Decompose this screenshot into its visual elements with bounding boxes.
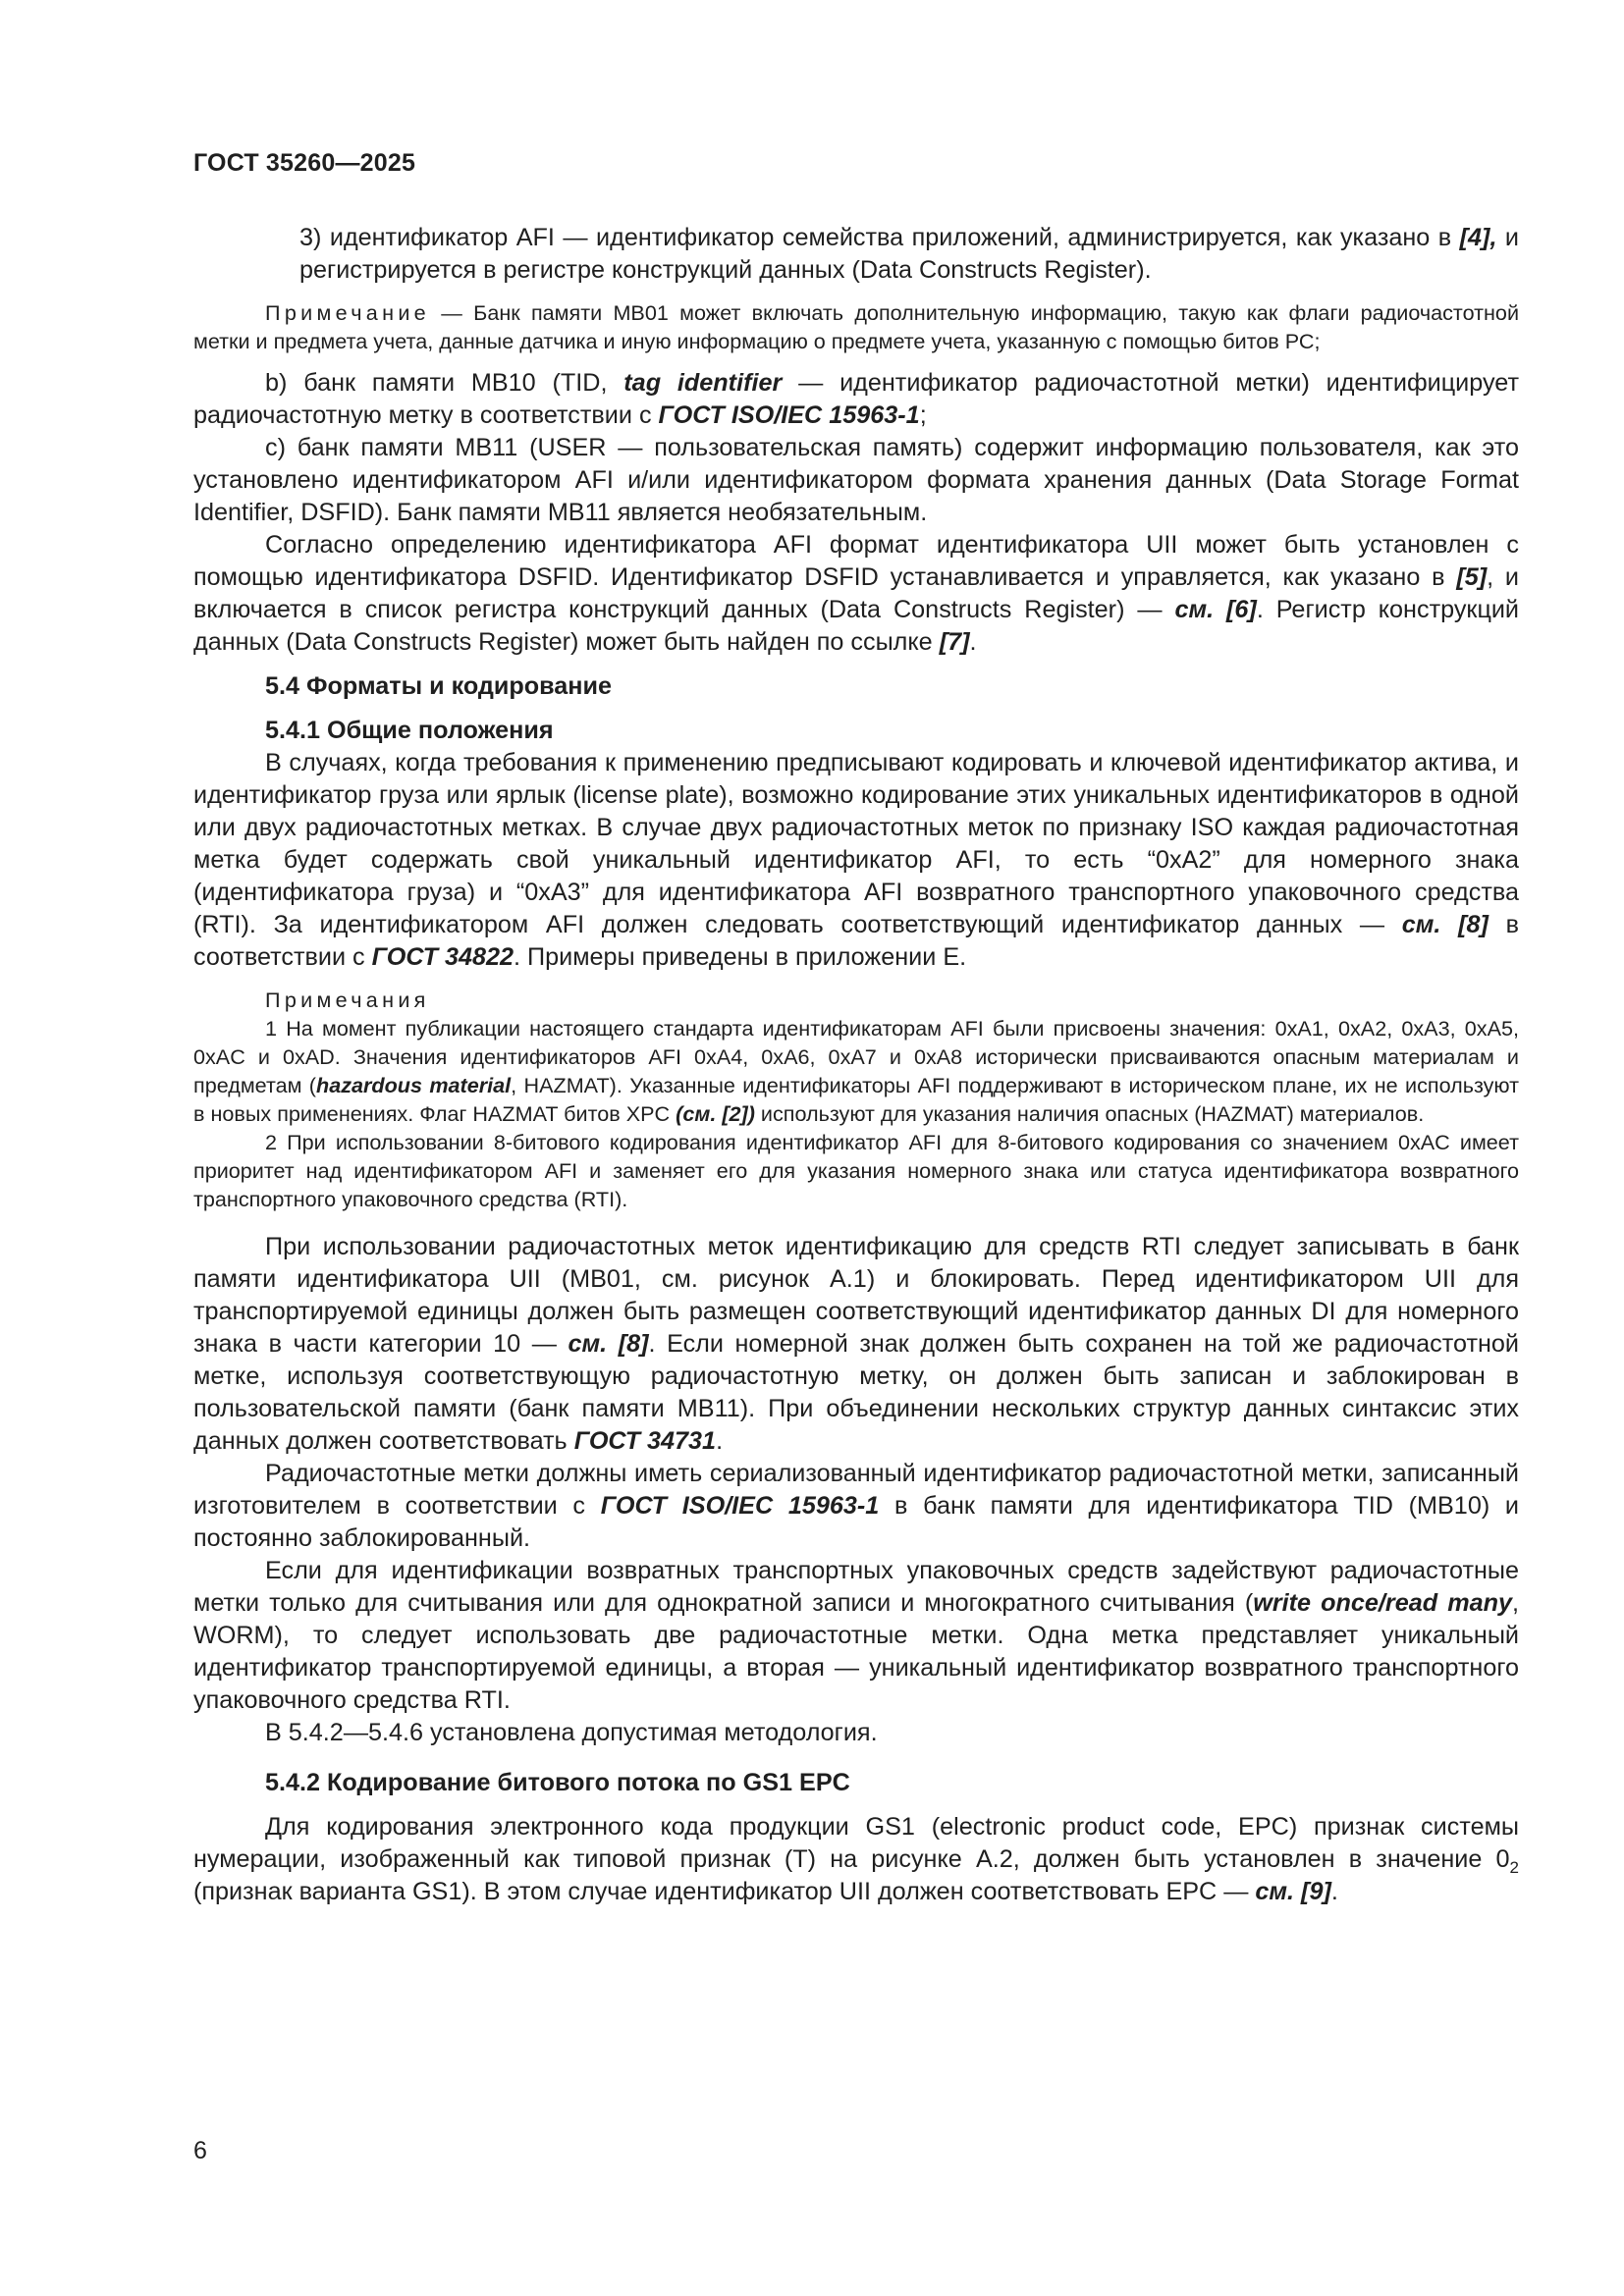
- paragraph-mb11: c) банк памяти MB11 (USER — пользовательская память) содержит информацию пользователя, как это установлено идентификатором AFI и/или идентификатором формата хранения данных (Data Storage Format Identifier, DSFID). Банк памяти MB11 является необязательным.: [193, 434, 1519, 526]
- gost-iso-15963-1-ref: ГОСТ ISO/IEC 15963-1: [658, 401, 920, 429]
- note-label: Примечание: [265, 300, 430, 325]
- section-heading-5-4: 5.4 Форматы и кодирование: [265, 672, 613, 700]
- page-number: 6: [193, 2137, 207, 2164]
- paragraph-methodology: В 5.4.2—5.4.6 установлена допустимая методология.: [265, 1719, 878, 1746]
- note-2: 2 При использовании 8-битового кодирования идентификатор AFI для 8-битового кодирования со значением 0xAC имеет приоритет над идентификатором AFI и заменяет его для указания номерного знака или статуса идентификатора возвратного транспортного упаковочного средства (RTI).: [193, 1130, 1519, 1211]
- paragraph-mb10: b) банк памяти MB10 (TID, tag identifier — идентификатор радиочастотной метки) идентифицирует радиочастотную метку в соответствии с ГОСТ ISO/IEC 15963-1;: [193, 369, 1519, 429]
- paragraph-afi-definition: Согласно определению идентификатора AFI формат идентификатора UII может быть установлен с помощью идентификатора DSFID. Идентификатор DSFID устанавливается и управляется, как указано в [5], и включается в список регистра конструкций данных (Data Constructs Register) — см. [6]. Регистр конструкций данных (Data Constructs Register) может быть найден по ссылке [7].: [193, 531, 1520, 656]
- paragraph-serialized-id: Радиочастотные метки должны иметь сериализованный идентификатор радиочастотной метки, записанный изготовителем в соответствии с ГОСТ ISO/IEC 15963-1 в банк памяти для идентификатора TID (MB10) и постоянно заблокированный.: [193, 1460, 1519, 1552]
- page-body: [193, 222, 1519, 1908]
- section-heading-5-4-2: 5.4.2 Кодирование битового потока по GS1 EPC: [265, 1769, 850, 1796]
- paragraph-rti: При использовании радиочастотных меток идентификацию для средств RTI следует записывать в банк памяти идентификатора UII (MB01, см. рисунок А.1) и блокировать. Перед идентификатором UII для транспортируемой единицы должен быть размещен соответствующий идентификатор данных DI для номерного знака в части категории 10 — см. [8]. Если номерной знак должен быть сохранен на той же радиочастотной метке, используя соответствующую радиочастотную метку, он должен быть записан и заблокирован в пользовательской памяти (банк памяти MB11). При объединении нескольких структур данных синтаксис этих данных должен соответствовать ГОСТ 34731.: [193, 1233, 1519, 1455]
- notes-label: Примечания: [265, 988, 430, 1012]
- section-heading-5-4-1: 5.4.1 Общие положения: [265, 717, 554, 744]
- page-header-doc-id: ГОСТ 35260—2025: [193, 149, 416, 177]
- paragraph-afi-item-3: 3) идентификатор AFI — идентификатор семейства приложений, администрируется, как указано в [4], и регистрируется в регистре конструкций данных (Data Constructs Register).: [299, 224, 1519, 284]
- paragraph-worm: Если для идентификации возвратных транспортных упаковочных средств задействуют радиочастотные метки только для считывания или для однократной записи и многократного считывания (write once/read many, WORM), то следует использовать две радиочастотные метки. Одна метка представляет уникальный идентификатор транспортируемой единицы, а вторая — уникальный идентификатор возвратного транспортного упаковочного средства RTI.: [193, 1557, 1519, 1714]
- paragraph-general: В случаях, когда требования к применению предписывают кодировать и ключевой идентификатор актива, и идентификатор груза или ярлык (license plate), возможно кодирование этих уникальных идентификаторов в одной или двух радиочастотных метках. В случае двух радиочастотных меток по признаку ISO каждая радиочастотная метка будет содержать свой уникальный идентификатор AFI, то есть “0xA2” для номерного знака (идентификатора груза) и “0xA3” для идентификатора AFI возвратного транспортного упаковочного средства (RTI). За идентификатором AFI должен следовать соответствующий идентификатор данных — см. [8] в соответствии с ГОСТ 34822. Примеры приведены в приложении Е.: [193, 749, 1519, 971]
- list-item-3: [193, 222, 1519, 287]
- note-1: 1 На момент публикации настоящего стандарта идентификаторам AFI были присвоены значения: 0xA1, 0xA2, 0xA3, 0xA5, 0xAC и 0xAD. Значения идентификаторов AFI 0xA4, 0xA6, 0xA7 и 0xA8 исторически присваиваются опасным материалам и предметам (hazardous material, HAZMAT). Указанные идентификаторы AFI поддерживают в историческом плане, их не используют в новых применениях. Флаг HAZMAT битов XPC (см. [2]) используют для указания наличия опасных (HAZMAT) материалов.: [193, 1016, 1520, 1126]
- paragraph-gs1-epc: Для кодирования электронного кода продукции GS1 (electronic product code, EPC) признак системы нумерации, изображенный как типовой признак (Т) на рисунке А.2, должен быть установлен в значение $0_2$ (признак варианта GS1). В этом случае идентификатор UII должен соответствовать EPC — см. [9].: [193, 1813, 1519, 1905]
- note-mb01: Примечание — Банк памяти MB01 может включать дополнительную информацию, такую как флаги радиочастотной метки и предмета учета, данные датчика и иную информацию о предмете учета, указанную с помощью битов РС;: [193, 300, 1519, 353]
